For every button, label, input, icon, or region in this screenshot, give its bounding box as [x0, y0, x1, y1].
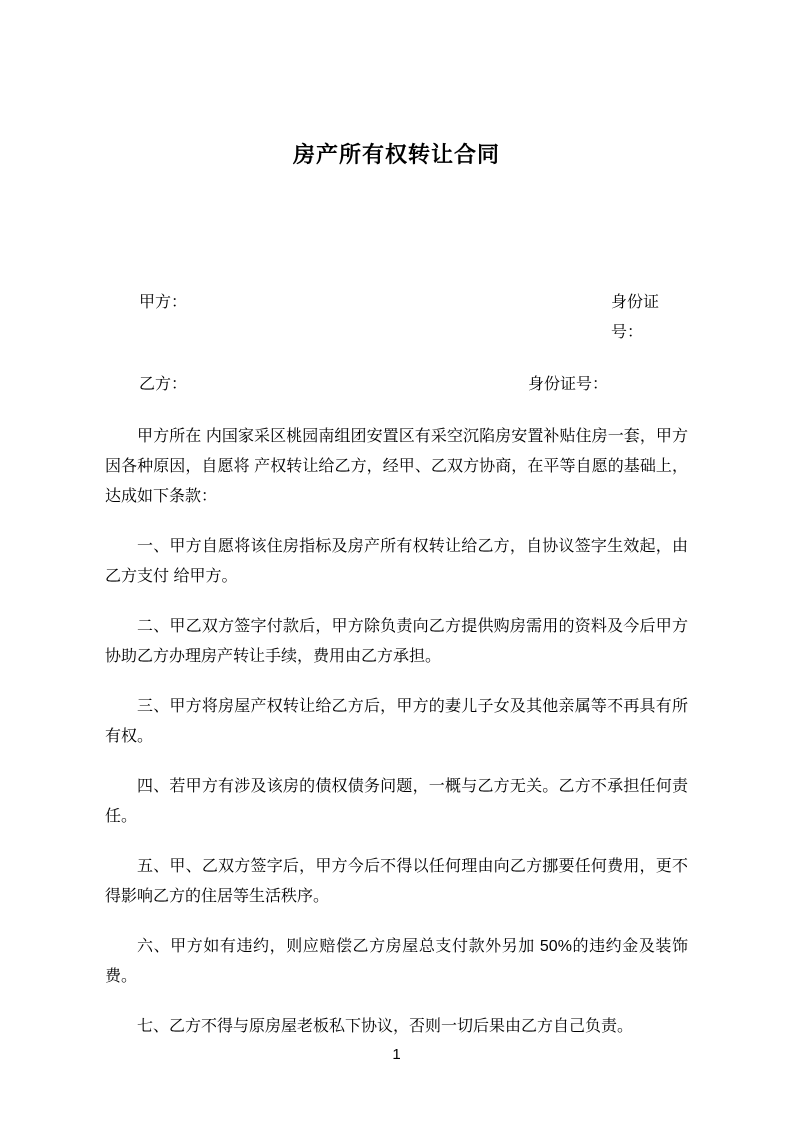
- clause-1: 一、甲方自愿将该住房指标及房产所有权转让给乙方，自协议签字生效起，由乙方支付 给甲方。: [105, 538, 688, 585]
- page-number: 1: [392, 1046, 401, 1063]
- document-title: 房产所有权转让合同: [292, 142, 500, 167]
- clause-2: 二、甲乙双方签字付款后，甲方除负责向乙方提供购房需用的资料及今后甲方协助乙方办理房产转让手续，费用由乙方承担。: [105, 618, 688, 665]
- preamble-paragraph: 甲方所在 内国家采区桃园南组团安置区有采空沉陷房安置补贴住房一套，甲方因各种原因，自愿将 产权转让给乙方，经甲、乙双方协商，在平等自愿的基础上，达成如下条款：: [105, 428, 688, 505]
- clause-5: 五、甲、乙双方签字后，甲方今后不得以任何理由向乙方挪要任何费用，更不得影响乙方的住居等生活秩序。: [105, 858, 688, 905]
- party-a-row: [105, 288, 688, 341]
- party-a-id-label: 身份证号：: [611, 294, 660, 341]
- party-a-label: 甲方：: [139, 294, 188, 311]
- party-b-label: 乙方：: [139, 376, 188, 393]
- clause-4: 四、若甲方有涉及该房的债权债务问题，一概与乙方无关。乙方不承担任何责任。: [105, 778, 688, 825]
- clause-3: 三、甲方将房屋产权转让给乙方后，甲方的妻儿子女及其他亲属等不再具有所有权。: [105, 698, 688, 745]
- clause-6: 六、甲方如有违约，则应赔偿乙方房屋总支付款外另加 50%的违约金及装饰费。: [105, 938, 688, 985]
- clause-7: 七、乙方不得与原房屋老板私下协议，否则一切后果由乙方自己负责。: [137, 1018, 634, 1035]
- party-b-row: [105, 370, 688, 400]
- party-b-id-label: 身份证号：: [528, 376, 609, 393]
